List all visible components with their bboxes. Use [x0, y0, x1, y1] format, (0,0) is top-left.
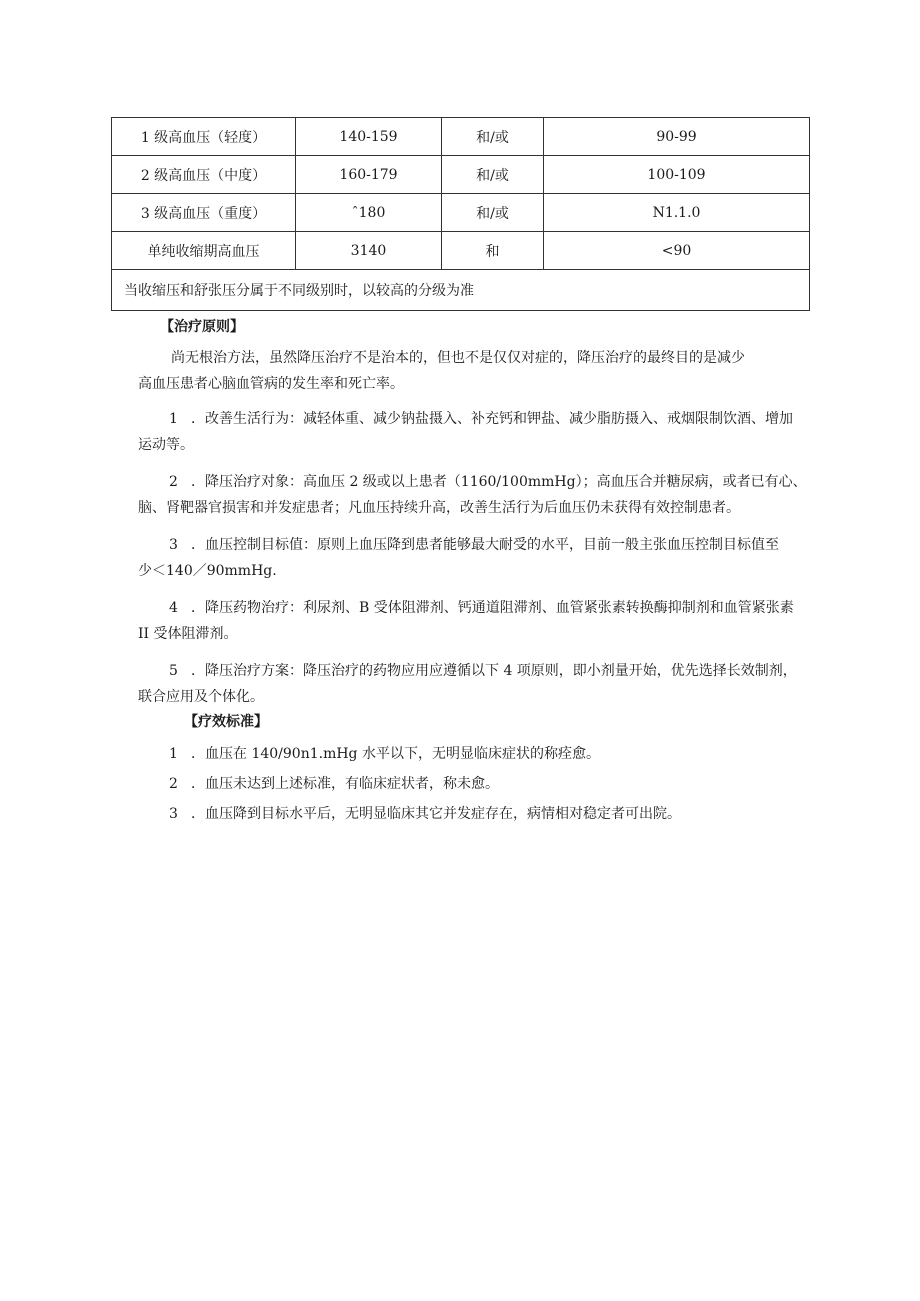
item-text: 少＜140／90mmHg. — [138, 563, 277, 579]
table-note-row — [112, 270, 810, 311]
efficacy-heading: 【疗效标准】 — [184, 714, 268, 730]
treatment-item — [138, 469, 818, 521]
efficacy-item — [138, 799, 818, 829]
grade-cell: 1 级高血压（轻度） — [112, 118, 296, 156]
systolic-cell: 140-159 — [296, 118, 442, 156]
conjunction-cell: 和 — [442, 232, 544, 270]
item-number: 4 — [169, 600, 178, 616]
table-row — [112, 232, 810, 270]
table-note: 当收缩压和舒张压分属于不同级别时，以较高的分级为准 — [112, 270, 810, 311]
efficacy-item — [138, 739, 818, 769]
conjunction-cell: 和/或 — [442, 118, 544, 156]
grade-cell: 单纯收缩期高血压 — [112, 232, 296, 270]
treatment-heading: 【治疗原则】 — [160, 319, 244, 335]
systolic-cell: ˆ180 — [296, 194, 442, 232]
diastolic-cell: 100-109 — [544, 156, 810, 194]
treatment-item — [138, 532, 818, 584]
table-row — [112, 156, 810, 194]
systolic-cell: 3140 — [296, 232, 442, 270]
treatment-item-list — [138, 406, 818, 710]
item-number: 3 — [169, 806, 178, 822]
item-text: II 受体阻滞剂。 — [138, 626, 238, 642]
efficacy-item-list — [138, 739, 818, 829]
conjunction-cell: 和/或 — [442, 194, 544, 232]
grade-cell: 3 级高血压（重度） — [112, 194, 296, 232]
diastolic-cell: N1.1.0 — [544, 194, 810, 232]
diastolic-cell: 90-99 — [544, 118, 810, 156]
intro-line: 尚无根治方法，虽然降压治疗不是治本的，但也不是仅仅对症的，降压治疗的最终目的是减少 — [171, 350, 745, 366]
item-text: ．血压在 140/90n1.mHg 水平以下，无明显临床症状的称痊愈。 — [191, 746, 600, 762]
item-text: ．血压降到目标水平后，无明显临床其它并发症存在，病情相对稳定者可出院。 — [191, 806, 681, 822]
efficacy-item — [138, 769, 818, 799]
item-text: ．降压治疗对象：高血压 2 级或以上患者（1160/100mmHg）；高血压合并糖尿病，或者已有心、 — [191, 474, 807, 490]
grade-cell: 2 级高血压（中度） — [112, 156, 296, 194]
treatment-item — [138, 595, 818, 647]
item-number: 5 — [169, 663, 178, 679]
treatment-item — [138, 406, 818, 458]
treatment-intro — [138, 345, 818, 397]
item-number: 2 — [169, 474, 178, 490]
item-text: 运动等。 — [138, 437, 194, 453]
diastolic-cell: <90 — [544, 232, 810, 270]
item-number: 1 — [169, 411, 178, 427]
bp-classification-table — [111, 117, 810, 311]
item-text: ．血压控制目标值：原则上血压降到患者能够最大耐受的水平，目前一般主张血压控制目标值至 — [191, 537, 779, 553]
intro-line: 高血压患者心脑血管病的发生率和死亡率。 — [138, 376, 404, 392]
item-text: 脑、肾靶器官损害和并发症患者；凡血压持续升高，改善生活行为后血压仍未获得有效控制患者。 — [138, 500, 740, 516]
table-row — [112, 194, 810, 232]
table-row — [112, 118, 810, 156]
item-text: 联合应用及个体化。 — [138, 689, 264, 705]
item-number: 2 — [169, 776, 178, 792]
treatment-item — [138, 658, 818, 710]
item-text: ．血压未达到上述标准，有临床症状者，称未愈。 — [191, 776, 499, 792]
item-text: ．降压治疗方案：降压治疗的药物应用应遵循以下 4 项原则，即小剂量开始，优先选择长效制剂， — [191, 663, 797, 679]
item-text: ．改善生活行为：减轻体重、减少钠盐摄入、补充钙和钾盐、减少脂肪摄入、戒烟限制饮酒、增加 — [191, 411, 793, 427]
item-text: ．降压药物治疗：利尿剂、B 受体阻滞剂、钙通道阻滞剂、血管紧张素转换酶抑制剂和血管紧张素 — [191, 600, 794, 616]
systolic-cell: 160-179 — [296, 156, 442, 194]
conjunction-cell: 和/或 — [442, 156, 544, 194]
item-number: 1 — [169, 746, 178, 762]
item-number: 3 — [169, 537, 178, 553]
